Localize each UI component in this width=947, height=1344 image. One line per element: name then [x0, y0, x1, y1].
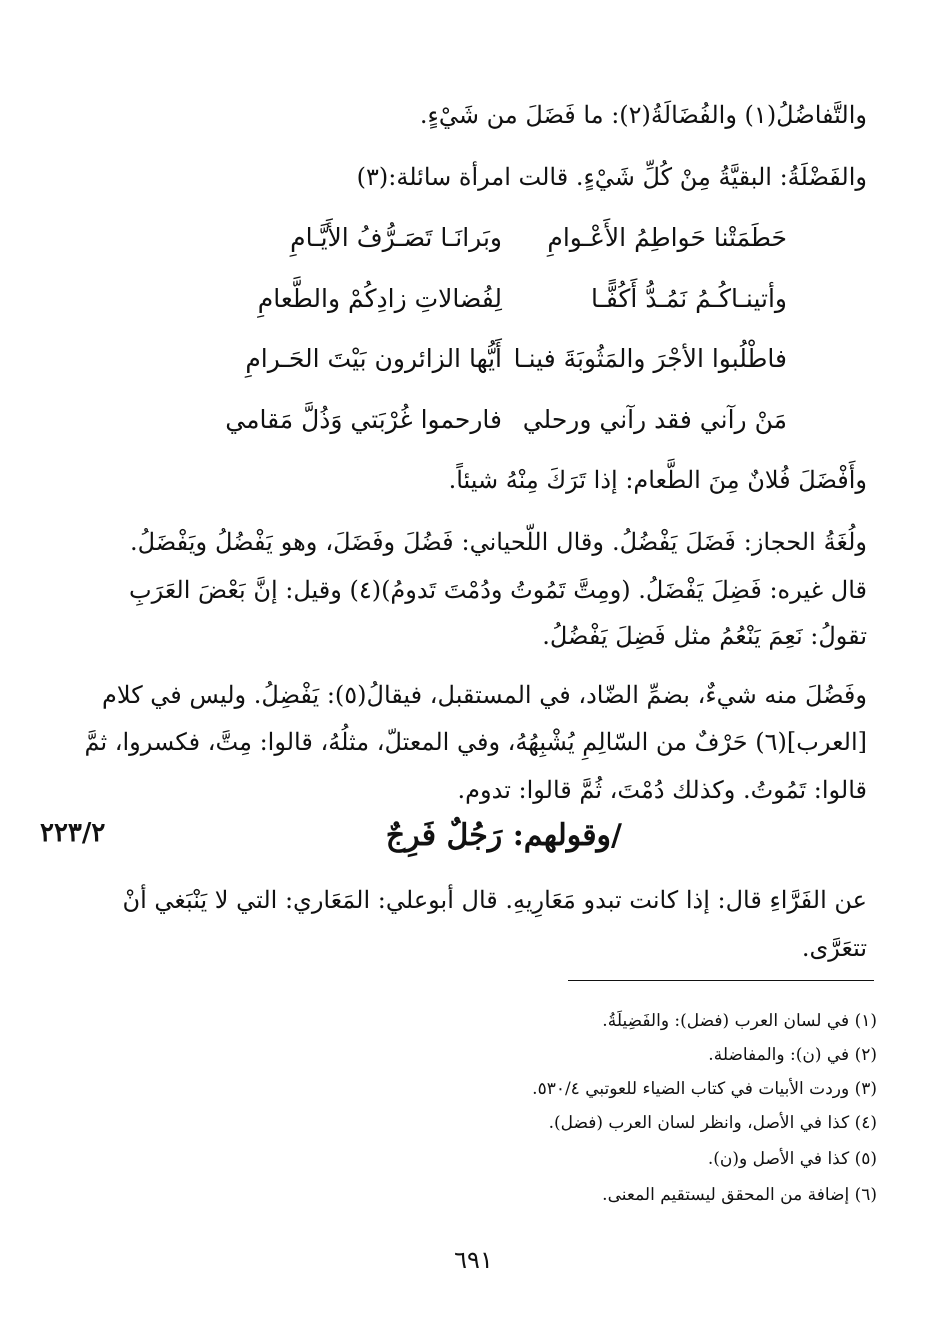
verse-2-first: وأتينـاكُـمُ نَمُـدُّ أَكُفًّـا — [590, 284, 787, 313]
verse-1-second: وبَرانَـا تَصَـرُّفُ الأَيَّـامِ — [290, 223, 502, 252]
section-heading: /وقولهم: رَجُلٌ فَرِجٌ — [385, 818, 622, 853]
footnote-2: (٢) في (ن): والمفاضلة. — [708, 1045, 877, 1065]
verse-3-first: فاطْلُبوا الأجْرَ والمَثُوبَةَ فينـا — [513, 344, 787, 373]
verse-4-first: مَنْ رآني فقد رآني ورحلي — [522, 405, 787, 434]
line-9: قالوا: تَمُوتُ. وكذلك دُمْتَ، ثُمَّ قالوا: تدوم. — [457, 776, 867, 804]
line-8: [العرب](٦) حَرْفٌ من السّالِمِ يُشْبِهُهُ، وفي المعتلّ، مثلُهُ، قالوا: مِتَّ، فكسروا، ثمَّ — [84, 728, 867, 756]
footnote-3: (٣) وردت الأبيات في كتاب الضياء للعوتبي ٥٣٠/٤. — [532, 1079, 877, 1099]
line-6: تقولُ: نَعِمَ يَنْعُمُ مثل فَضِلَ يَفْضُلُ. — [542, 622, 867, 650]
line-4: ولُغَةُ الحجاز: فَضَلَ يَفْضُلُ. وقال اللّحياني: فَضُلَ وفَضَلَ، وهو يَفْضُلُ ويَفْضَلُ. — [130, 528, 867, 556]
line-10: عن الفَرَّاءِ قال: إذا كانت تبدو مَعَارِيهِ. قال أبوعلي: المَعَاري: التي لا يَنْبَغي أنْ — [122, 886, 867, 914]
line-2: والفَضْلَةُ: البقيَّةُ مِنْ كُلِّ شَيْءٍ. قالت امرأة سائلة:(٣) — [356, 163, 867, 191]
line-1: والتَّفاضُلُ(١) والفُضَالَةُ(٢): ما فَضَلَ من شَيْءٍ. — [419, 101, 867, 129]
footnote-rule — [568, 980, 874, 981]
margin-reference: ٢٢٣/٢ — [40, 818, 106, 848]
footnote-6: (٦) إضافة من المحقق ليستقيم المعنى. — [602, 1185, 877, 1205]
verse-2-second: لِفُضالاتِ زادِكُمْ والطَّعامِ — [257, 284, 502, 313]
line-7: وفَضُلَ منه شيءٌ، بضمِّ الضّاد، في المستقبل، فيقالُ(٥): يَفْضِلُ. وليس في كلام — [102, 681, 867, 709]
page-number: ٦٩١ — [454, 1246, 493, 1274]
line-3: وأَفْضَلَ فُلانٌ مِنَ الطَّعام: إذا تَرَكَ مِنْهُ شيئاً. — [448, 466, 867, 494]
line-11: تتعَرَّى. — [801, 934, 867, 962]
footnote-4: (٤) كذا في الأصل، وانظر لسان العرب (فضل). — [548, 1113, 877, 1133]
verse-1-first: حَطَمَتْنا حَواطِمُ الأَعْـوامِ — [547, 223, 787, 252]
line-5: قال غيره: فَضِلَ يَفْضَلُ. (ومِتَّ تَمُوتُ ودُمْتَ تَدومُ)(٤) وقيل: إنَّ بَعْضَ العَرَبِ — [129, 576, 867, 604]
footnote-5: (٥) كذا في الأصل و(ن). — [707, 1149, 877, 1169]
verse-3-second: أَيُّها الزائرون بَيْتَ الحَـرامِ — [245, 344, 502, 373]
footnote-1: (١) في لسان العرب (فضل): والفَضِيلَةُ. — [602, 1011, 877, 1031]
verse-4-second: فارحموا غُرْبَتي وَذُلَّ مَقامي — [225, 405, 502, 434]
